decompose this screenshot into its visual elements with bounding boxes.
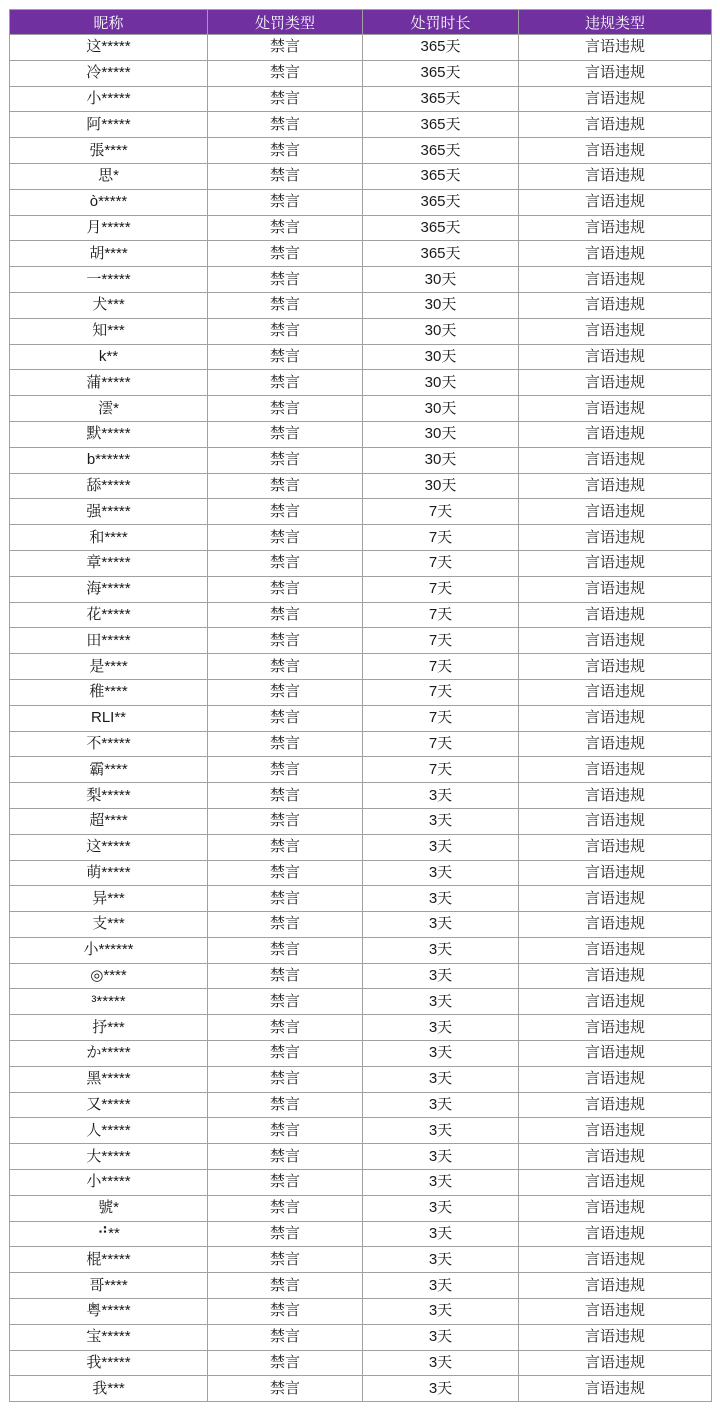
cell-violation-type: 言语违规: [519, 937, 712, 963]
cell-penalty-type: 禁言: [208, 473, 363, 499]
cell-violation-type: 言语违规: [519, 1041, 712, 1067]
table-row: [10, 138, 712, 164]
cell-violation-type: 言语违规: [519, 396, 712, 422]
table-row: [10, 1273, 712, 1299]
header-violation-type: 违规类型: [519, 10, 712, 35]
cell-violation-type: 言语违规: [519, 1066, 712, 1092]
table-row: [10, 473, 712, 499]
cell-penalty-duration: 3天: [363, 1144, 519, 1170]
cell-violation-type: 言语违规: [519, 421, 712, 447]
cell-violation-type: 言语违规: [519, 447, 712, 473]
table-row: [10, 602, 712, 628]
cell-nickname: 支***: [10, 912, 208, 938]
table-row: [10, 937, 712, 963]
cell-nickname: 胡****: [10, 241, 208, 267]
table-row: [10, 860, 712, 886]
cell-nickname: 章*****: [10, 550, 208, 576]
cell-penalty-type: 禁言: [208, 1066, 363, 1092]
cell-penalty-type: 禁言: [208, 163, 363, 189]
cell-penalty-type: 禁言: [208, 1092, 363, 1118]
cell-violation-type: 言语违规: [519, 731, 712, 757]
cell-penalty-duration: 3天: [363, 1273, 519, 1299]
cell-violation-type: 言语违规: [519, 267, 712, 293]
cell-penalty-duration: 30天: [363, 267, 519, 293]
cell-violation-type: 言语违规: [519, 834, 712, 860]
cell-violation-type: 言语违规: [519, 60, 712, 86]
cell-nickname: 又*****: [10, 1092, 208, 1118]
cell-penalty-type: 禁言: [208, 499, 363, 525]
cell-penalty-type: 禁言: [208, 138, 363, 164]
table-row: [10, 808, 712, 834]
cell-violation-type: 言语违规: [519, 344, 712, 370]
table-row: [10, 267, 712, 293]
cell-penalty-duration: 7天: [363, 499, 519, 525]
table-row: [10, 241, 712, 267]
cell-violation-type: 言语违规: [519, 1247, 712, 1273]
cell-penalty-duration: 30天: [363, 473, 519, 499]
cell-penalty-type: 禁言: [208, 757, 363, 783]
table-row: [10, 1144, 712, 1170]
cell-violation-type: 言语违规: [519, 525, 712, 551]
cell-nickname: 宝*****: [10, 1324, 208, 1350]
cell-penalty-type: 禁言: [208, 783, 363, 809]
cell-penalty-type: 禁言: [208, 576, 363, 602]
table-row: [10, 1015, 712, 1041]
cell-violation-type: 言语违规: [519, 370, 712, 396]
cell-violation-type: 言语违规: [519, 215, 712, 241]
cell-violation-type: 言语违规: [519, 1376, 712, 1402]
cell-penalty-type: 禁言: [208, 292, 363, 318]
cell-nickname: 稚****: [10, 679, 208, 705]
table-row: [10, 1324, 712, 1350]
cell-violation-type: 言语违规: [519, 679, 712, 705]
cell-violation-type: 言语违规: [519, 138, 712, 164]
table-row: [10, 60, 712, 86]
cell-penalty-duration: 365天: [363, 138, 519, 164]
cell-penalty-type: 禁言: [208, 525, 363, 551]
cell-nickname: 不*****: [10, 731, 208, 757]
table-row: [10, 731, 712, 757]
cell-nickname: 知***: [10, 318, 208, 344]
cell-violation-type: 言语违规: [519, 628, 712, 654]
cell-penalty-duration: 3天: [363, 783, 519, 809]
cell-penalty-duration: 3天: [363, 1170, 519, 1196]
cell-violation-type: 言语违规: [519, 189, 712, 215]
cell-penalty-type: 禁言: [208, 963, 363, 989]
cell-penalty-duration: 30天: [363, 396, 519, 422]
cell-nickname: 犬***: [10, 292, 208, 318]
cell-violation-type: 言语违规: [519, 1350, 712, 1376]
cell-violation-type: 言语违规: [519, 163, 712, 189]
cell-nickname: 思*: [10, 163, 208, 189]
cell-penalty-type: 禁言: [208, 731, 363, 757]
cell-penalty-duration: 3天: [363, 989, 519, 1015]
cell-nickname: 和****: [10, 525, 208, 551]
cell-violation-type: 言语违规: [519, 783, 712, 809]
cell-penalty-duration: 7天: [363, 654, 519, 680]
cell-violation-type: 言语违规: [519, 989, 712, 1015]
cell-penalty-type: 禁言: [208, 705, 363, 731]
cell-violation-type: 言语违规: [519, 602, 712, 628]
cell-violation-type: 言语违规: [519, 1144, 712, 1170]
cell-violation-type: 言语违规: [519, 963, 712, 989]
cell-penalty-type: 禁言: [208, 654, 363, 680]
cell-violation-type: 言语违规: [519, 241, 712, 267]
cell-violation-type: 言语违规: [519, 1299, 712, 1325]
cell-nickname: 棍*****: [10, 1247, 208, 1273]
table-row: [10, 679, 712, 705]
cell-penalty-type: 禁言: [208, 989, 363, 1015]
table-row: [10, 525, 712, 551]
cell-nickname: 异***: [10, 886, 208, 912]
cell-nickname: k**: [10, 344, 208, 370]
cell-penalty-duration: 7天: [363, 705, 519, 731]
cell-nickname: 默*****: [10, 421, 208, 447]
cell-penalty-type: 禁言: [208, 1144, 363, 1170]
penalty-table-container: [9, 9, 711, 1402]
cell-nickname: 抒***: [10, 1015, 208, 1041]
cell-penalty-type: 禁言: [208, 1221, 363, 1247]
header-nickname: 昵称: [10, 10, 208, 35]
cell-penalty-type: 禁言: [208, 1350, 363, 1376]
cell-violation-type: 言语违规: [519, 808, 712, 834]
cell-nickname: 海*****: [10, 576, 208, 602]
cell-nickname: 我*****: [10, 1350, 208, 1376]
cell-nickname: 舔*****: [10, 473, 208, 499]
table-row: [10, 189, 712, 215]
cell-penalty-type: 禁言: [208, 1041, 363, 1067]
cell-penalty-type: 禁言: [208, 937, 363, 963]
table-row: [10, 1092, 712, 1118]
cell-penalty-duration: 3天: [363, 1221, 519, 1247]
cell-nickname: 號*: [10, 1195, 208, 1221]
table-row: [10, 292, 712, 318]
cell-penalty-type: 禁言: [208, 215, 363, 241]
cell-penalty-type: 禁言: [208, 628, 363, 654]
cell-penalty-type: 禁言: [208, 1299, 363, 1325]
cell-penalty-type: 禁言: [208, 267, 363, 293]
cell-penalty-duration: 3天: [363, 1015, 519, 1041]
cell-penalty-type: 禁言: [208, 35, 363, 61]
table-row: [10, 550, 712, 576]
cell-violation-type: 言语违规: [519, 1195, 712, 1221]
cell-penalty-duration: 365天: [363, 215, 519, 241]
table-row: [10, 963, 712, 989]
cell-penalty-type: 禁言: [208, 318, 363, 344]
cell-nickname: 花*****: [10, 602, 208, 628]
cell-penalty-duration: 3天: [363, 1247, 519, 1273]
cell-nickname: 張****: [10, 138, 208, 164]
table-body: [10, 35, 712, 1402]
cell-penalty-duration: 3天: [363, 1118, 519, 1144]
cell-penalty-type: 禁言: [208, 808, 363, 834]
cell-penalty-duration: 3天: [363, 860, 519, 886]
cell-penalty-duration: 7天: [363, 679, 519, 705]
table-row: [10, 1221, 712, 1247]
cell-violation-type: 言语违规: [519, 35, 712, 61]
cell-penalty-duration: 3天: [363, 963, 519, 989]
cell-penalty-type: 禁言: [208, 60, 363, 86]
cell-penalty-type: 禁言: [208, 86, 363, 112]
cell-violation-type: 言语违规: [519, 1221, 712, 1247]
cell-penalty-duration: 3天: [363, 1350, 519, 1376]
cell-penalty-duration: 3天: [363, 808, 519, 834]
cell-violation-type: 言语违规: [519, 654, 712, 680]
table-row: [10, 215, 712, 241]
cell-nickname: 田*****: [10, 628, 208, 654]
table-row: [10, 834, 712, 860]
cell-penalty-type: 禁言: [208, 1324, 363, 1350]
cell-violation-type: 言语违规: [519, 292, 712, 318]
cell-violation-type: 言语违规: [519, 473, 712, 499]
cell-penalty-duration: 30天: [363, 292, 519, 318]
cell-nickname: 小*****: [10, 86, 208, 112]
cell-violation-type: 言语违规: [519, 499, 712, 525]
table-row: [10, 912, 712, 938]
cell-violation-type: 言语违规: [519, 705, 712, 731]
table-row: [10, 370, 712, 396]
cell-penalty-duration: 30天: [363, 344, 519, 370]
cell-penalty-duration: 3天: [363, 1092, 519, 1118]
cell-nickname: 我***: [10, 1376, 208, 1402]
cell-penalty-duration: 30天: [363, 370, 519, 396]
cell-nickname: 萌*****: [10, 860, 208, 886]
table-row: [10, 1041, 712, 1067]
cell-penalty-type: 禁言: [208, 1273, 363, 1299]
cell-penalty-type: 禁言: [208, 679, 363, 705]
cell-penalty-duration: 3天: [363, 834, 519, 860]
cell-nickname: 霸****: [10, 757, 208, 783]
cell-penalty-duration: 365天: [363, 241, 519, 267]
cell-violation-type: 言语违规: [519, 1273, 712, 1299]
cell-penalty-duration: 3天: [363, 1041, 519, 1067]
cell-nickname: RLI**: [10, 705, 208, 731]
header-penalty-type: 处罚类型: [208, 10, 363, 35]
table-header: [10, 10, 712, 35]
cell-penalty-duration: 365天: [363, 35, 519, 61]
cell-penalty-duration: 30天: [363, 447, 519, 473]
cell-penalty-type: 禁言: [208, 344, 363, 370]
cell-nickname: 小*****: [10, 1170, 208, 1196]
cell-penalty-duration: 7天: [363, 731, 519, 757]
cell-nickname: か*****: [10, 1041, 208, 1067]
cell-penalty-duration: 3天: [363, 937, 519, 963]
cell-penalty-duration: 365天: [363, 163, 519, 189]
table-row: [10, 1376, 712, 1402]
cell-nickname: 一*****: [10, 267, 208, 293]
cell-penalty-type: 禁言: [208, 912, 363, 938]
cell-penalty-type: 禁言: [208, 396, 363, 422]
cell-penalty-duration: 7天: [363, 525, 519, 551]
cell-penalty-type: 禁言: [208, 370, 363, 396]
cell-penalty-duration: 30天: [363, 318, 519, 344]
cell-penalty-type: 禁言: [208, 602, 363, 628]
cell-nickname: 这*****: [10, 35, 208, 61]
cell-nickname: ◎****: [10, 963, 208, 989]
cell-nickname: 这*****: [10, 834, 208, 860]
cell-violation-type: 言语违规: [519, 757, 712, 783]
cell-penalty-type: 禁言: [208, 112, 363, 138]
penalty-table: [9, 9, 712, 1402]
cell-violation-type: 言语违规: [519, 112, 712, 138]
cell-penalty-duration: 3天: [363, 886, 519, 912]
cell-penalty-duration: 30天: [363, 421, 519, 447]
cell-nickname: ò*****: [10, 189, 208, 215]
cell-penalty-duration: 3天: [363, 1299, 519, 1325]
table-row: [10, 1195, 712, 1221]
table-row: [10, 1299, 712, 1325]
cell-penalty-type: 禁言: [208, 447, 363, 473]
cell-penalty-duration: 7天: [363, 550, 519, 576]
cell-penalty-duration: 365天: [363, 112, 519, 138]
cell-penalty-type: 禁言: [208, 241, 363, 267]
table-row: [10, 1350, 712, 1376]
cell-violation-type: 言语违规: [519, 1015, 712, 1041]
cell-nickname: 蒲*****: [10, 370, 208, 396]
header-row: [10, 10, 712, 35]
cell-violation-type: 言语违规: [519, 576, 712, 602]
cell-penalty-duration: 365天: [363, 189, 519, 215]
cell-penalty-type: 禁言: [208, 189, 363, 215]
cell-penalty-duration: 3天: [363, 912, 519, 938]
cell-nickname: 是****: [10, 654, 208, 680]
cell-penalty-type: 禁言: [208, 1170, 363, 1196]
table-row: [10, 1170, 712, 1196]
cell-penalty-type: 禁言: [208, 860, 363, 886]
cell-violation-type: 言语违规: [519, 318, 712, 344]
cell-penalty-type: 禁言: [208, 1195, 363, 1221]
table-row: [10, 989, 712, 1015]
cell-nickname: 超****: [10, 808, 208, 834]
cell-nickname: 小******: [10, 937, 208, 963]
cell-nickname: 澐*: [10, 396, 208, 422]
cell-penalty-type: 禁言: [208, 1376, 363, 1402]
cell-penalty-type: 禁言: [208, 1247, 363, 1273]
cell-violation-type: 言语违规: [519, 550, 712, 576]
cell-violation-type: 言语违规: [519, 86, 712, 112]
cell-nickname: b******: [10, 447, 208, 473]
cell-nickname: 强*****: [10, 499, 208, 525]
cell-penalty-duration: 3天: [363, 1324, 519, 1350]
cell-penalty-duration: 7天: [363, 576, 519, 602]
table-row: [10, 396, 712, 422]
cell-violation-type: 言语违规: [519, 1324, 712, 1350]
cell-penalty-duration: 7天: [363, 757, 519, 783]
cell-nickname: 梨*****: [10, 783, 208, 809]
cell-nickname: ³*****: [10, 989, 208, 1015]
cell-penalty-type: 禁言: [208, 886, 363, 912]
table-row: [10, 757, 712, 783]
cell-penalty-duration: 365天: [363, 86, 519, 112]
cell-nickname: 粤*****: [10, 1299, 208, 1325]
cell-violation-type: 言语违规: [519, 912, 712, 938]
table-row: [10, 447, 712, 473]
cell-penalty-type: 禁言: [208, 1118, 363, 1144]
table-row: [10, 421, 712, 447]
table-row: [10, 344, 712, 370]
cell-nickname: 冷*****: [10, 60, 208, 86]
cell-violation-type: 言语违规: [519, 1118, 712, 1144]
cell-penalty-type: 禁言: [208, 1015, 363, 1041]
cell-violation-type: 言语违规: [519, 1092, 712, 1118]
cell-violation-type: 言语违规: [519, 886, 712, 912]
cell-penalty-type: 禁言: [208, 550, 363, 576]
cell-penalty-duration: 7天: [363, 602, 519, 628]
cell-penalty-type: 禁言: [208, 834, 363, 860]
cell-nickname: 黑*****: [10, 1066, 208, 1092]
table-row: [10, 628, 712, 654]
cell-penalty-type: 禁言: [208, 421, 363, 447]
table-row: [10, 318, 712, 344]
table-row: [10, 1066, 712, 1092]
table-row: [10, 1118, 712, 1144]
cell-nickname: 月*****: [10, 215, 208, 241]
cell-violation-type: 言语违规: [519, 860, 712, 886]
cell-nickname: 阿*****: [10, 112, 208, 138]
cell-penalty-duration: 3天: [363, 1066, 519, 1092]
table-row: [10, 576, 712, 602]
cell-violation-type: 言语违规: [519, 1170, 712, 1196]
cell-nickname: 哥****: [10, 1273, 208, 1299]
table-row: [10, 163, 712, 189]
cell-penalty-duration: 3天: [363, 1376, 519, 1402]
table-row: [10, 705, 712, 731]
table-row: [10, 499, 712, 525]
table-row: [10, 35, 712, 61]
table-row: [10, 1247, 712, 1273]
cell-penalty-duration: 3天: [363, 1195, 519, 1221]
table-row: [10, 86, 712, 112]
cell-nickname: 大*****: [10, 1144, 208, 1170]
cell-penalty-duration: 365天: [363, 60, 519, 86]
table-row: [10, 783, 712, 809]
cell-penalty-duration: 7天: [363, 628, 519, 654]
table-row: [10, 886, 712, 912]
header-penalty-duration: 处罚时长: [363, 10, 519, 35]
table-row: [10, 112, 712, 138]
table-row: [10, 654, 712, 680]
cell-nickname: 人*****: [10, 1118, 208, 1144]
cell-nickname: ⠚**: [10, 1221, 208, 1247]
